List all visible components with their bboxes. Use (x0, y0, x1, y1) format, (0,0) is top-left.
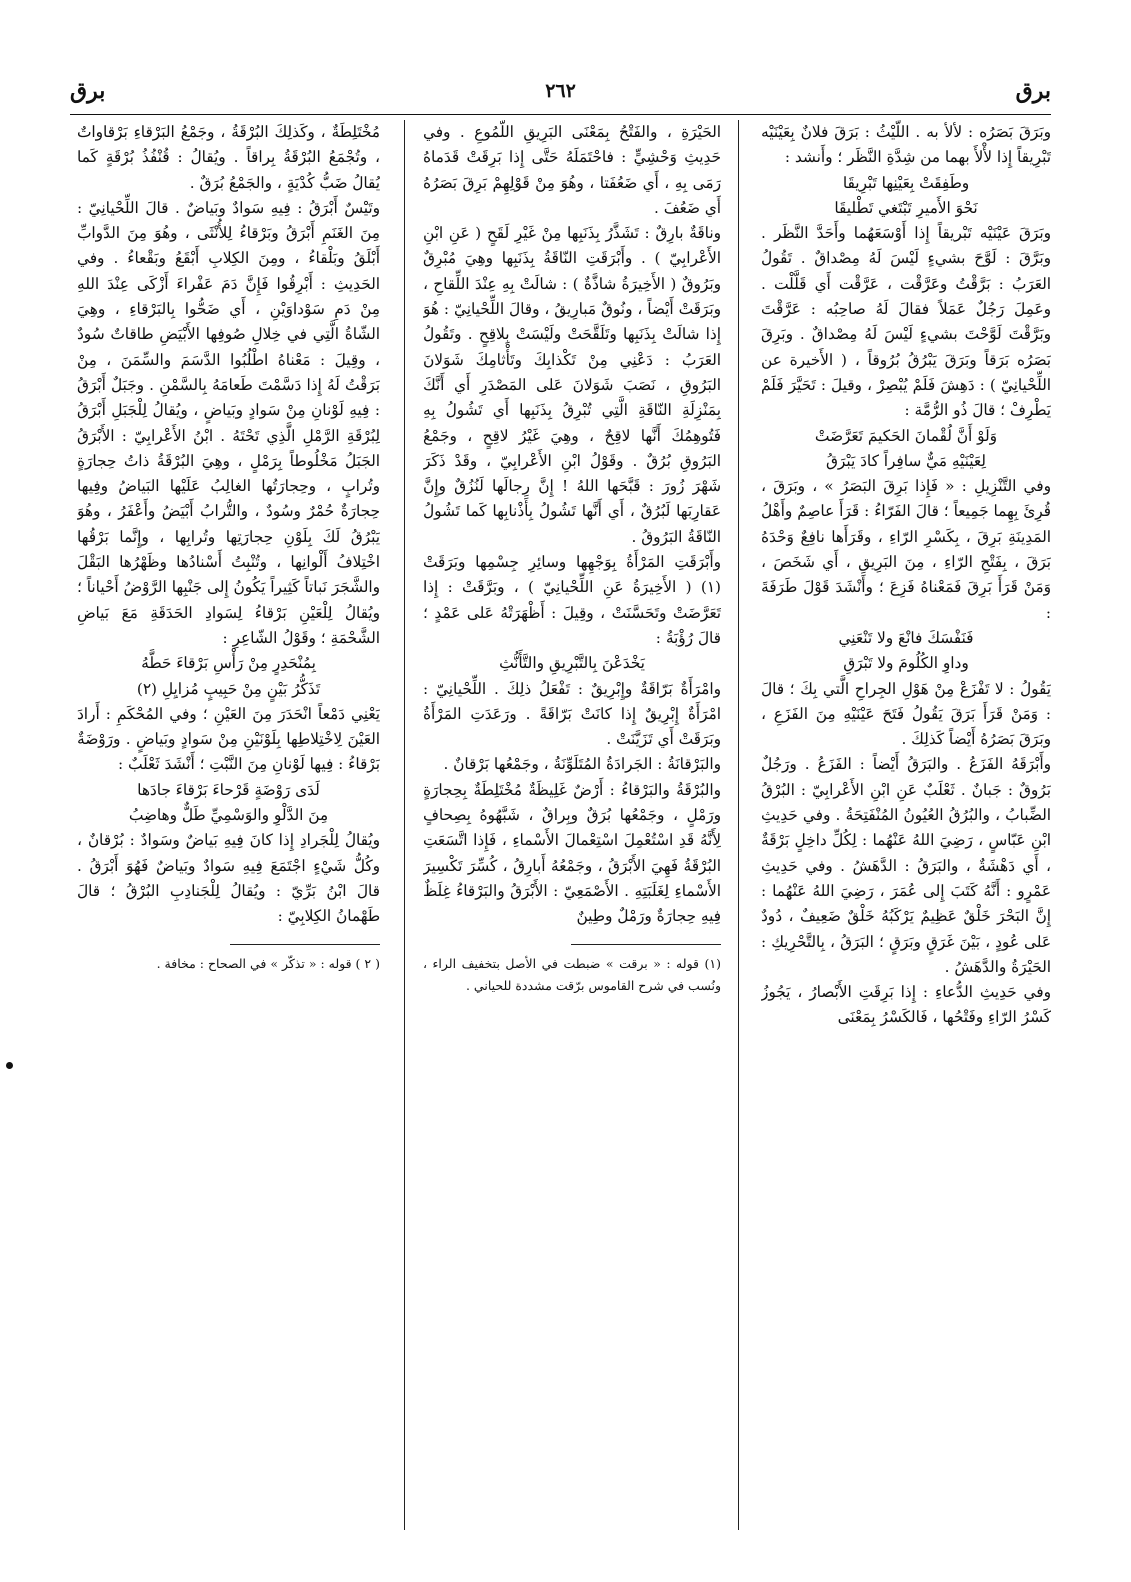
paragraph: وفي حَدِيثِ الدُّعاءِ : إِذا بَرِقَتِ الأَبْصارُ ، يَجُوزُ كَسْرُ الرّاءِ وفَتْحُها ، فَالكَسْرُ بِمَعْنَى (761, 983, 1051, 1027)
paragraph: يَقُولُ : لا تَفْزَعْ مِنْ هَوْلِ الجِراحِ الَّتي بِكَ ؛ قالَ : وَمَنْ قَرَأَ بَرَقَ يَقُولُ فَتَحَ عَيْنَيْهِ مِنَ الفَزَعِ ، وبَرَقَ بَصَرُهُ أَيْضاً كَذلِكَ . (761, 679, 1051, 749)
paragraph: وامْرَأَةٌ بَرّاقَةٌ وإِبْرِيقٌ : تَفْعَلُ ذلِكَ . اللِّحْيانِيّ : امْرَأَةٌ إِبْرِيقٌ إِذا كانَتْ بَرّاقَةً . ورَعَدَتِ المَرْأَةُ وبَرَقَتْ أَي تَزَيَّنَتْ . (423, 679, 721, 749)
paragraph: وأَبْرَقَهُ الفَزَعُ . والبَرَقُ أَيْضاً : الفَزَعُ . ورَجُلٌ بَرُوقٌ : جَبانٌ . ثَعْلَبٌ عَنِ ابْنِ الأَعْرابِيّ : البُرْقُ الضِّبابُ ، والبُرُقُ العُيُونُ المُنْفَتِحَةُ . وفي حَدِيثِ ابْنِ عَبّاسٍ ، رَضِيَ اللهُ عَنْهُما : لِكُلِّ داخِلٍ بَرْقَةٌ ، أَي دَهْشَةٌ ، والبَرَقُ : الدَّهَشُ . وفي حَدِيثِ عَمْرٍو : أَنَّهُ كَتَبَ إِلى عُمَرَ ، رَضِيَ اللهُ عَنْهُما : إِنَّ البَحْرَ خَلْقٌ عَظِيمٌ يَرْكَبُهُ خَلْقٌ ضَعِيفٌ ، دُودٌ عَلى عُودٍ ، بَيْنَ غَرَقٍ وبَرَقٍ ؛ البَرَقُ ، بِالتَّحْرِيكِ : الحَيْرَةُ والدَّهَشُ . (761, 755, 1051, 976)
running-head-right: برق (1015, 78, 1051, 104)
verse-line: مِنَ الدَّلْوِ والوَسْمِيِّ طَلٌّ وهاضِبُ (128, 806, 329, 825)
verse-line: تَذَكُّرُ بَيْنٍ مِنْ حَبِيبٍ مُزايِلِ (٢) (136, 679, 321, 698)
column-divider (404, 120, 405, 1530)
paragraph: وناقَةٌ بارِقٌ : تَشَذَّرُ بِذَنَبِها مِنْ غَيْرِ لَقَحٍ ( عَنِ ابْنِ الأَعْرابِيّ ) . وأَبْرَقَتِ النّاقَةُ بِذَنَبِها وهِيَ مُبْرِقٌ وبَرُوقٌ ( الأَخِيرَةُ شاذَّةٌ ) : شالَتْ بِهِ عِنْدَ اللِّقاحِ ، وبَرَقَتْ أَيْضاً ، ونُوقٌ مَبارِيقُ ، وقالَ اللِّحْيانِيّ : هُوَ إِذا شالَتْ بِذَنَبِها وتَلَقَّحَتْ ولَيْسَتْ بِلاقِحٍ . وتَقُولُ العَرَبُ : دَعْنِي مِنْ تَكْذابِكَ وتَأْثامِكَ شَوَلانَ البَرُوقِ ، نَصَبَ شَوَلانَ عَلى المَصْدَرِ أَي أَنَّكَ بِمَنْزِلَةِ النّاقَةِ الَّتِي تُبْرِقُ بِذَنَبِها أَي تَشُولُ بِهِ فَتُوهِمُكَ أَنَّها لاقِحٌ ، وهِيَ غَيْرُ لاقِحٍ ، وجَمْعُ البَرُوقِ بُرُقٌ . وقَوْلُ ابْنِ الأَعْرابِيّ ، وقَدْ ذَكَرَ شَهْرَ زُورَ : قَبَّحَها اللهُ ! إِنَّ رِجالَها لَنُزُقٌ وإِنَّ عَقارِبَها لَبُرُقٌ ، أَي أَنَّها تَشُولُ بِأَذْنابِها كَما تَشُولُ النّاقَةُ البَرُوقُ . (423, 224, 721, 546)
footnote-rule (230, 944, 380, 945)
paragraph: وبَرَقَ بَصَرُه : لألأ به . اللَّيْثُ : بَرَقَ فلانٌ بِعَيْنَيْه تَبْرِيقاً إِذا لأْلأَ بهما من شِدَّةِ النَّظَر ؛ وأَنشد : (761, 123, 1051, 167)
column-left (77, 120, 380, 1530)
margin-dot (6, 1062, 13, 1069)
verse-line: بِمُنْحَدِرٍ مِنْ رَأْسِ بَرْقاءَ حَطَّهُ (141, 654, 316, 673)
footnote: (١) قوله : « برقت » ضبطت في الأصل بتخفيف الراء ، ونُسب في شرح القاموس برّقت مشددة للحياني . (423, 955, 721, 993)
verse-line: وطَفِقَتْ بِعَيْنِها تَبْرِيقَا (842, 173, 970, 192)
paragraph: والبُرْقَةُ والبَرْقاءُ : أَرْضٌ غَلِيظَةٌ مُخْتَلِطَةٌ بِحِجارَةٍ ورَمْلٍ ، وجَمْعُها بُرَقٌ وبِراقٌ ، شَبَّهُوهُ بِصِحافٍ لِأَنَّهُ قَدِ اسْتُعْمِلَ اسْتِعْمالَ الأَسْماءِ ، فَإِذا اتَّسَعَتِ البُرْقَةُ فَهِيَ الأَبْرَقُ ، وجَمْعُهُ أَبارِقُ ، كُسِّرَ تَكْسِيرَ الأَسْماءِ لِغَلَبَتِهِ . الأَصْمَعِيّ : الأَبْرَقُ والبَرْقاءُ غِلَظٌ فِيهِ حِجارَةٌ ورَمْلٌ وطِينٌ (423, 780, 721, 926)
verse-line: لِعَيْنَيْهِ مَيٌّ سافِراً كادَ يَبْرَقُ (826, 451, 986, 470)
verse-line: لَدَى رَوْضَةٍ قَرْحاءَ بَرْقاءَ جادَها (137, 780, 320, 799)
verse-line: وَلَوْ أَنَّ لُقْمانَ الحَكيمَ تَعَرَّضَتْ (814, 426, 998, 445)
paragraph: وبَرَقَ عَيْنَيْه تَبْريقاً إِذا أَوْسَعَهُما وأَحَدَّ النَّظَر . وبَرَّقَ : لَوَّحَ بشيءٍ لَيْسَ لَهُ مِصْداقٌ . تَقُولُ العَرَبُ : بَرَّقْتُ وعَرَّقْت ، عَرَّقْت أَي قَلَّلْت . وعَمِلَ رَجُلٌ عَمَلاً فقالَ لَهُ صاحِبُه : عَرَّقْتَ وبَرَّقْتَ لَوَّحْتَ بشيءٍ لَيْسَ لَهُ مِصْداقٌ . وبَرِقَ بَصَرُه بَرَقاً وبَرَقَ يَبْرُقُ بُرُوقاً ، ( الأَخيرة عن اللِّحْيانِيّ ) : دَهِشَ فَلَمْ يُبْصِرْ ، وقيلَ : تَحَيَّرَ فَلَمْ يَطْرِفْ ؛ قالَ ذُو الرُّمَّة : (761, 224, 1051, 420)
paragraph: والبَرْقانَةُ : الجَرادَةُ المُتَلَوِّنَةُ ، وجَمْعُها بَرْقانٌ . (443, 755, 721, 774)
column-middle (423, 120, 721, 1530)
paragraph: يَعْنِي دَمْعاً انْحَدَرَ مِنَ العَيْنِ ؛ وفي المُحْكَمِ : أَرادَ العَيْنَ لِاخْتِلاطِها بِلَوْنَيْنِ مِنْ سَوادٍ وبَياضٍ . ورَوْضَةٌ بَرْقاءُ : فِيها لَوْنانِ مِنَ النَّبْتِ ؛ أَنْشَدَ ثَعْلَبٌ : (77, 704, 380, 774)
footnote: ( ٢ ) قوله : « تذكّر » في الصحاح : مخافة . (156, 955, 380, 971)
paragraph: وفي التَّنْزِيلِ : « فَإِذا بَرِقَ البَصَرُ » ، وبَرَقَ ، قُرِئَ بِهِما جَمِيعاً ؛ قالَ الفَرّاءُ : قَرَأَ عاصِمٌ وأَهْلُ المَدِينَةِ بَرِقَ ، بِكَسْرِ الرّاءِ ، وقَرَأَها نافِعٌ وَحْدَهُ بَرَقَ ، بِفَتْحِ الرّاءِ ، مِنَ البَرِيقِ ، أَي شَخَصَ ، وَمَنْ قَرَأَ بَرِقَ فَمَعْناهُ فَزِعَ ؛ وأَنْشَدَ قَوْلَ طَرَفَةَ : (761, 477, 1051, 622)
paragraph: وتَيْسٌ أَبْرَقُ : فِيهِ سَوادٌ وبَياضٌ . قالَ اللِّحْيانِيّ : مِنَ الغَنَمِ أَبْرَقُ وبَرْقاءُ لِلأُنْثَى ، وهُوَ مِنَ الدَّوابِّ أَبْلَقُ وبَلْقاءُ ، ومِنَ الكِلابِ أَبْقَعُ وبَقْعاءُ . وفي الحَدِيثِ : أَبْرِقُوا فَإِنَّ دَمَ عَفْراءَ أَزْكَى عِنْدَ اللهِ مِنْ دَمِ سَوْداوَيْنِ ، أَي ضَحُّوا بِالبَرْقاءِ ، وهِيَ الشّاةُ الَّتِي في خِلالِ صُوفِها الأَبْيَضِ طاقاتٌ سُودٌ ، وقِيلَ : مَعْناهُ اطْلُبُوا الدَّسَمَ والسِّمَنَ ، مِنْ بَرَقْتُ لَهُ إِذا دَسَّمْتَ طَعامَهُ بِالسَّمْنِ . وجَبَلٌ أَبْرَقُ : فِيهِ لَوْنانِ مِنْ سَوادٍ وبَياضٍ ، ويُقالُ لِلْجَبَلِ أَبْرَقُ لِبُرْقَةِ الرَّمْلِ الَّذِي تَحْتَهُ . ابْنُ الأَعْرابِيّ : الأَبْرَقُ الجَبَلُ مَخْلُوطاً بِرَمْلٍ ، وهِيَ البُرْقَةُ ذاتُ حِجارَةٍ وتُرابٍ ، وحِجارَتُها الغالِبُ عَلَيْها البَياضُ وفِيها حِجارَةٌ حُمْرٌ وسُودٌ ، والتُّرابُ أَبْيَضُ وأَعْفَرُ ، وهُوَ يَبْرُقُ لَكَ بِلَوْنِ حِجارَتِها وتُرابِها ، وإِنَّما بَرْقُها اخْتِلافُ أَلْوانِها ، وتُنْبِتُ أَسْنادُها وظَهْرُها البَقْلَ والشَّجَرَ نَباتاً كَثِيراً يَكُونُ إِلى جَنْبِها الرَّوْضُ أَحْياناً ؛ ويُقالُ لِلْعَيْنِ بَرْقاءُ لِسَوادِ الحَدَقَةِ مَعَ بَياضِ الشَّحْمَةِ ؛ وقَوْلُ الشّاعِرِ : (77, 198, 380, 647)
paragraph: الحَيْرَةِ ، والفَتْحُ بِمَعْنَى البَرِيقِ اللُّمُوعِ . وفي حَدِيثِ وَحْشِيٍّ : فاحْتَمَلَهُ حَتَّى إِذا بَرِقَتْ قَدَماهُ رَمَى بِهِ ، أَي ضَعُفَتا ، وهُوَ مِنْ قَوْلِهِمْ بَرِقَ بَصَرُهُ أَي ضَعُفَ . (423, 123, 721, 217)
header-rule (70, 114, 1051, 115)
verse-line: وداوِ الكُلُومَ ولا تَبْرَقِ (843, 654, 969, 673)
running-head-left: برق (70, 78, 106, 104)
paragraph: ويُقالُ لِلْجَرادِ إِذا كانَ فِيهِ بَياضٌ وسَوادٌ : بُرْقانٌ ، وكُلُّ شَيْءٍ اجْتَمَعَ فِيهِ سَوادٌ وبَياضٌ فَهُوَ أَبْرَقُ . قالَ ابْنُ بَرِّيّ : ويُقالُ لِلْجَنادِبِ البُرْقُ ؛ قالَ طَهْمانُ الكِلابِيّ : (77, 831, 380, 926)
column-right (761, 120, 1051, 1530)
verse-line: يَخْدَعْنَ بِالتَّبْرِيقِ والتَّأَنُّثِ (499, 654, 645, 673)
page-number: ٢٦٢ (545, 80, 576, 102)
verse-line: نَحْوَ الأَميرِ تَبْتَغي تَطْليقَا (834, 198, 978, 217)
paragraph: مُخْتَلِطَةٌ ، وكَذلِكَ البُرْقَةُ ، وجَمْعُ البَرْقاءِ بَرْقاواتٌ ، وتُجْمَعُ البُرْقَةُ بِراقاً . ويُقالُ : قُنْفُذُ بُرْقَةٍ كَما يُقالُ ضَبُّ كُدْيَةٍ ، والجَمْعُ بُرَقٌ . (77, 123, 380, 192)
footnote-rule (571, 944, 721, 945)
page-header (70, 78, 1051, 110)
paragraph: وأَبْرَقَتِ المَرْأَةُ بِوَجْهِها وسائِرِ جِسْمِها وبَرَقَتْ (١) ( الأَخِيرَةُ عَنِ اللِّحْيانِيّ ) ، وبَرَّقَتْ : إِذا تَعَرَّضَتْ وتَحَسَّنَتْ ، وقِيلَ : أَظْهَرَتْهُ عَلى عَمْدٍ ؛ قالَ رُؤْبَةُ : (423, 553, 721, 647)
verse-line: فَنَفْسَكَ فانْعَ ولا تَنْعَنِي (838, 628, 974, 647)
column-divider (738, 120, 739, 1530)
